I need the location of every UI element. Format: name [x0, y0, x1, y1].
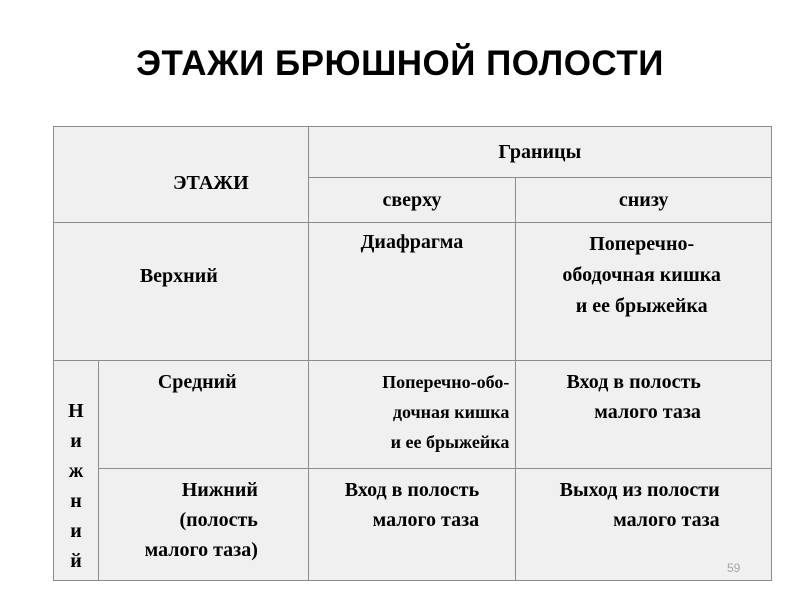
header-above-label: сверху — [382, 189, 442, 211]
upper-floor-above: Диафрагма — [360, 231, 464, 253]
page-number: 59 — [727, 561, 741, 575]
lower-floor-below: Выход из полости малого таза — [559, 479, 720, 531]
abdominal-floors-table — [53, 126, 772, 581]
table-row-middle — [54, 361, 772, 469]
upper-floor-above-cell — [308, 223, 516, 361]
lower-floor-name-cell — [98, 469, 308, 581]
header-floors-cell — [54, 127, 309, 223]
slide-title: ЭТАЖИ БРЮШНОЙ ПОЛОСТИ — [136, 44, 664, 83]
upper-floor-below-cell — [516, 223, 772, 361]
middle-floor-below-cell — [516, 361, 772, 469]
upper-floor-name: Верхний — [139, 264, 218, 287]
middle-floor-above-cell — [308, 361, 516, 469]
header-row — [54, 127, 772, 178]
middle-floor-name: Средний — [157, 371, 237, 393]
lower-group-label-cell — [54, 361, 99, 581]
lower-floor-name: Нижний (полость малого таза) — [144, 479, 258, 561]
table-row-upper — [54, 223, 772, 361]
header-below-cell — [516, 178, 772, 223]
upper-floor-name-cell — [54, 223, 309, 361]
header-above-cell — [308, 178, 516, 223]
middle-floor-name-cell — [98, 361, 308, 469]
middle-floor-below: Вход в полость малого таза — [566, 371, 701, 423]
middle-floor-above: Поперечно-обо- дочная кишка и ее брыжейка — [382, 372, 510, 452]
lower-floor-above: Вход в полость малого таза — [344, 479, 480, 531]
header-boundaries-cell — [308, 127, 771, 178]
upper-floor-below: Поперечно- ободочная кишка и ее брыжейка — [562, 233, 721, 317]
header-boundaries-label: Границы — [498, 141, 582, 163]
header-floors-label: ЭТАЖИ — [172, 171, 249, 194]
header-below-label: снизу — [618, 189, 669, 211]
lower-group-label: Н и ж н и й — [68, 399, 84, 572]
table-row-lower — [54, 469, 772, 581]
lower-floor-above-cell — [308, 469, 516, 581]
